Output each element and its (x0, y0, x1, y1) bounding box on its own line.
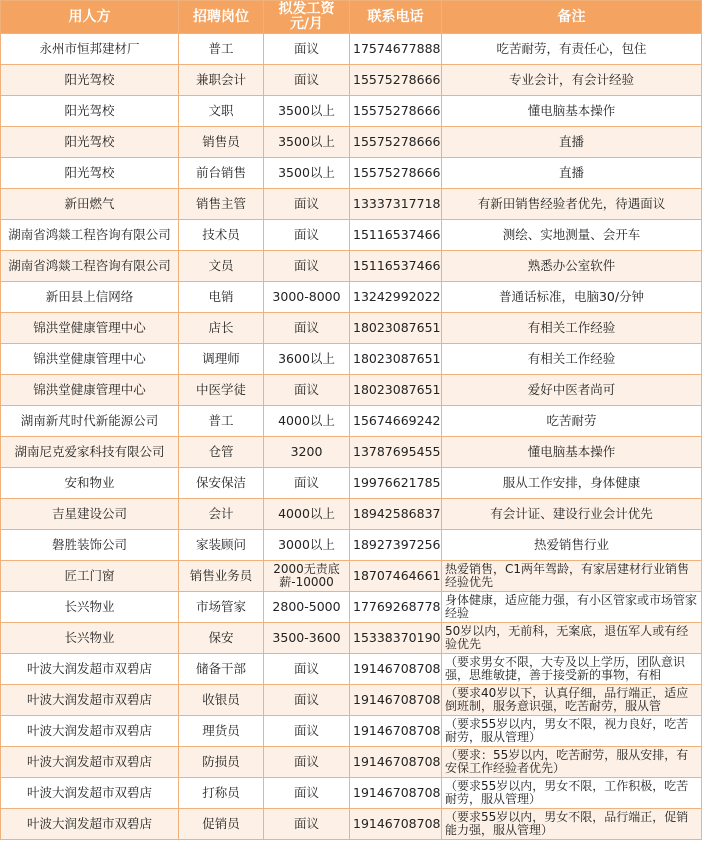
cell-phone: 15575278666 (350, 65, 442, 96)
cell-salary: 3500-3600 (264, 623, 350, 654)
cell-phone: 15116537466 (350, 251, 442, 282)
table-row (1, 592, 702, 623)
cell-note: 吃苦耐劳 (442, 406, 702, 437)
cell-position: 店长 (179, 313, 264, 344)
cell-position: 销售员 (179, 127, 264, 158)
cell-note: 直播 (442, 158, 702, 189)
cell-phone: 19146708708 (350, 778, 442, 809)
cell-salary: 面议 (264, 716, 350, 747)
cell-note: （要求55岁以内，男女不限，品行端正，促销能力强，服从管理） (442, 809, 702, 840)
table-row (1, 220, 702, 251)
cell-employer: 阳光驾校 (1, 96, 179, 127)
cell-note: 懂电脑基本操作 (442, 437, 702, 468)
table-row (1, 406, 702, 437)
cell-phone: 18023087651 (350, 344, 442, 375)
cell-salary: 面议 (264, 313, 350, 344)
cell-employer: 叶波大润发超市双碧店 (1, 778, 179, 809)
cell-position: 文职 (179, 96, 264, 127)
cell-phone: 15575278666 (350, 158, 442, 189)
cell-employer: 叶波大润发超市双碧店 (1, 809, 179, 840)
cell-note: （要求：55岁以内，吃苦耐劳，服从安排，有安保工作经验者优先） (442, 747, 702, 778)
cell-salary: 3500以上 (264, 127, 350, 158)
cell-employer: 阳光驾校 (1, 158, 179, 189)
header-phone: 联系电话 (350, 1, 442, 34)
cell-position: 普工 (179, 406, 264, 437)
cell-phone: 18927397256 (350, 530, 442, 561)
cell-employer: 永州市恒邦建材厂 (1, 34, 179, 65)
cell-position: 仓管 (179, 437, 264, 468)
cell-note: 直播 (442, 127, 702, 158)
cell-salary: 3500以上 (264, 96, 350, 127)
cell-note: （要求男女不限，大专及以上学历，团队意识强，思维敏捷，善于接受新的事物，有相 (442, 654, 702, 685)
cell-phone: 13787695455 (350, 437, 442, 468)
cell-note: 服从工作安排，身体健康 (442, 468, 702, 499)
cell-position: 理货员 (179, 716, 264, 747)
cell-phone: 15575278666 (350, 127, 442, 158)
cell-employer: 长兴物业 (1, 592, 179, 623)
cell-note: 身体健康，适应能力强，有小区管家或市场管家经验 (442, 592, 702, 623)
cell-phone: 15116537466 (350, 220, 442, 251)
cell-note: （要求55岁以内，男女不限，工作积极，吃苦耐劳，服从管理） (442, 778, 702, 809)
cell-note: （要求55岁以内，男女不限，视力良好，吃苦耐劳，服从管理） (442, 716, 702, 747)
cell-employer: 叶波大润发超市双碧店 (1, 716, 179, 747)
table-row (1, 158, 702, 189)
table-row (1, 561, 702, 592)
cell-phone: 18023087651 (350, 375, 442, 406)
cell-position: 前台销售 (179, 158, 264, 189)
table-row (1, 809, 702, 840)
cell-position: 促销员 (179, 809, 264, 840)
cell-position: 保安保洁 (179, 468, 264, 499)
cell-employer: 锦洪堂健康管理中心 (1, 375, 179, 406)
cell-salary: 面议 (264, 220, 350, 251)
table-row (1, 716, 702, 747)
table-row (1, 189, 702, 220)
cell-phone: 19146708708 (350, 685, 442, 716)
cell-note: （要求40岁以下，认真仔细，品行端正，适应倒班制，服务意识强，吃苦耐劳，服从管 (442, 685, 702, 716)
cell-note: 50岁以内，无前科，无案底，退伍军人或有经验优先 (442, 623, 702, 654)
table-body (1, 34, 702, 840)
cell-note: 爱好中医者尚可 (442, 375, 702, 406)
header-employer: 用人方 (1, 1, 179, 34)
cell-employer: 叶波大润发超市双碧店 (1, 685, 179, 716)
cell-employer: 锦洪堂健康管理中心 (1, 313, 179, 344)
cell-note: 有会计证、建设行业会计优先 (442, 499, 702, 530)
cell-employer: 湖南尼克爱家科技有限公司 (1, 437, 179, 468)
table-row (1, 251, 702, 282)
cell-phone: 18707464661 (350, 561, 442, 592)
table-row (1, 96, 702, 127)
cell-employer: 吉星建设公司 (1, 499, 179, 530)
table-row (1, 685, 702, 716)
header-row (1, 1, 702, 34)
cell-note: 有相关工作经验 (442, 344, 702, 375)
cell-phone: 13337317718 (350, 189, 442, 220)
cell-position: 保安 (179, 623, 264, 654)
cell-note: 懂电脑基本操作 (442, 96, 702, 127)
header-note: 备注 (442, 1, 702, 34)
cell-employer: 长兴物业 (1, 623, 179, 654)
cell-employer: 锦洪堂健康管理中心 (1, 344, 179, 375)
cell-phone: 17769268778 (350, 592, 442, 623)
header-position: 招聘岗位 (179, 1, 264, 34)
cell-phone: 19976621785 (350, 468, 442, 499)
cell-salary: 2800-5000 (264, 592, 350, 623)
table-row (1, 65, 702, 96)
table-row (1, 282, 702, 313)
cell-employer: 新田燃气 (1, 189, 179, 220)
cell-note: 有新田销售经验者优先，待遇面议 (442, 189, 702, 220)
header-salary: 拟发工资 元/月 (264, 1, 350, 34)
cell-salary: 面议 (264, 654, 350, 685)
cell-position: 储备干部 (179, 654, 264, 685)
cell-employer: 叶波大润发超市双碧店 (1, 654, 179, 685)
cell-position: 文员 (179, 251, 264, 282)
cell-employer: 湖南省鸿燚工程咨询有限公司 (1, 220, 179, 251)
cell-employer: 新田县上信网络 (1, 282, 179, 313)
cell-employer: 湖南新芃时代新能源公司 (1, 406, 179, 437)
cell-position: 电销 (179, 282, 264, 313)
cell-position: 收银员 (179, 685, 264, 716)
cell-salary: 3600以上 (264, 344, 350, 375)
cell-phone: 15338370190 (350, 623, 442, 654)
cell-phone: 19146708708 (350, 716, 442, 747)
cell-salary: 面议 (264, 34, 350, 65)
cell-salary: 面议 (264, 778, 350, 809)
cell-note: 熟悉办公室软件 (442, 251, 702, 282)
cell-salary: 面议 (264, 809, 350, 840)
cell-phone: 19146708708 (350, 654, 442, 685)
cell-salary: 面议 (264, 375, 350, 406)
cell-position: 调理师 (179, 344, 264, 375)
cell-salary: 3000以上 (264, 530, 350, 561)
table-row (1, 34, 702, 65)
cell-position: 销售主管 (179, 189, 264, 220)
cell-position: 防损员 (179, 747, 264, 778)
cell-position: 兼职会计 (179, 65, 264, 96)
cell-note: 专业会计，有会计经验 (442, 65, 702, 96)
cell-position: 中医学徒 (179, 375, 264, 406)
cell-phone: 13242992022 (350, 282, 442, 313)
cell-salary: 3200 (264, 437, 350, 468)
cell-salary: 面议 (264, 189, 350, 220)
cell-position: 技术员 (179, 220, 264, 251)
cell-phone: 15575278666 (350, 96, 442, 127)
cell-employer: 湖南省鸿燚工程咨询有限公司 (1, 251, 179, 282)
cell-position: 家装顾问 (179, 530, 264, 561)
cell-employer: 安和物业 (1, 468, 179, 499)
cell-employer: 阳光驾校 (1, 127, 179, 158)
cell-note: 吃苦耐劳，有责任心，包住 (442, 34, 702, 65)
cell-note: 普通话标准，电脑30/分钟 (442, 282, 702, 313)
cell-note: 有相关工作经验 (442, 313, 702, 344)
cell-employer: 匠工门窗 (1, 561, 179, 592)
cell-salary: 面议 (264, 468, 350, 499)
cell-salary: 4000以上 (264, 406, 350, 437)
cell-salary: 4000以上 (264, 499, 350, 530)
cell-phone: 17574677888 (350, 34, 442, 65)
table-row (1, 747, 702, 778)
cell-employer: 磐胜装饰公司 (1, 530, 179, 561)
table-row (1, 654, 702, 685)
table-row (1, 530, 702, 561)
cell-salary: 3500以上 (264, 158, 350, 189)
cell-phone: 18942586837 (350, 499, 442, 530)
cell-position: 会计 (179, 499, 264, 530)
cell-salary: 面议 (264, 65, 350, 96)
table-row (1, 313, 702, 344)
cell-salary: 面议 (264, 747, 350, 778)
cell-employer: 叶波大润发超市双碧店 (1, 747, 179, 778)
cell-position: 普工 (179, 34, 264, 65)
cell-position: 打称员 (179, 778, 264, 809)
cell-phone: 19146708708 (350, 809, 442, 840)
table-row (1, 375, 702, 406)
cell-note: 热爱销售，C1两年驾龄，有家居建材行业销售经验优先 (442, 561, 702, 592)
table-row (1, 778, 702, 809)
cell-phone: 15674669242 (350, 406, 442, 437)
cell-position: 销售业务员 (179, 561, 264, 592)
table-row (1, 499, 702, 530)
cell-employer: 阳光驾校 (1, 65, 179, 96)
cell-salary: 3000-8000 (264, 282, 350, 313)
cell-note: 测绘、实地测量、会开车 (442, 220, 702, 251)
table-row (1, 437, 702, 468)
cell-salary: 面议 (264, 251, 350, 282)
cell-phone: 18023087651 (350, 313, 442, 344)
cell-salary: 2000无责底薪-10000 (264, 561, 350, 592)
table-row (1, 127, 702, 158)
table-row (1, 468, 702, 499)
cell-salary: 面议 (264, 685, 350, 716)
cell-position: 市场管家 (179, 592, 264, 623)
table-row (1, 344, 702, 375)
cell-phone: 19146708708 (350, 747, 442, 778)
table-row (1, 623, 702, 654)
cell-note: 热爱销售行业 (442, 530, 702, 561)
